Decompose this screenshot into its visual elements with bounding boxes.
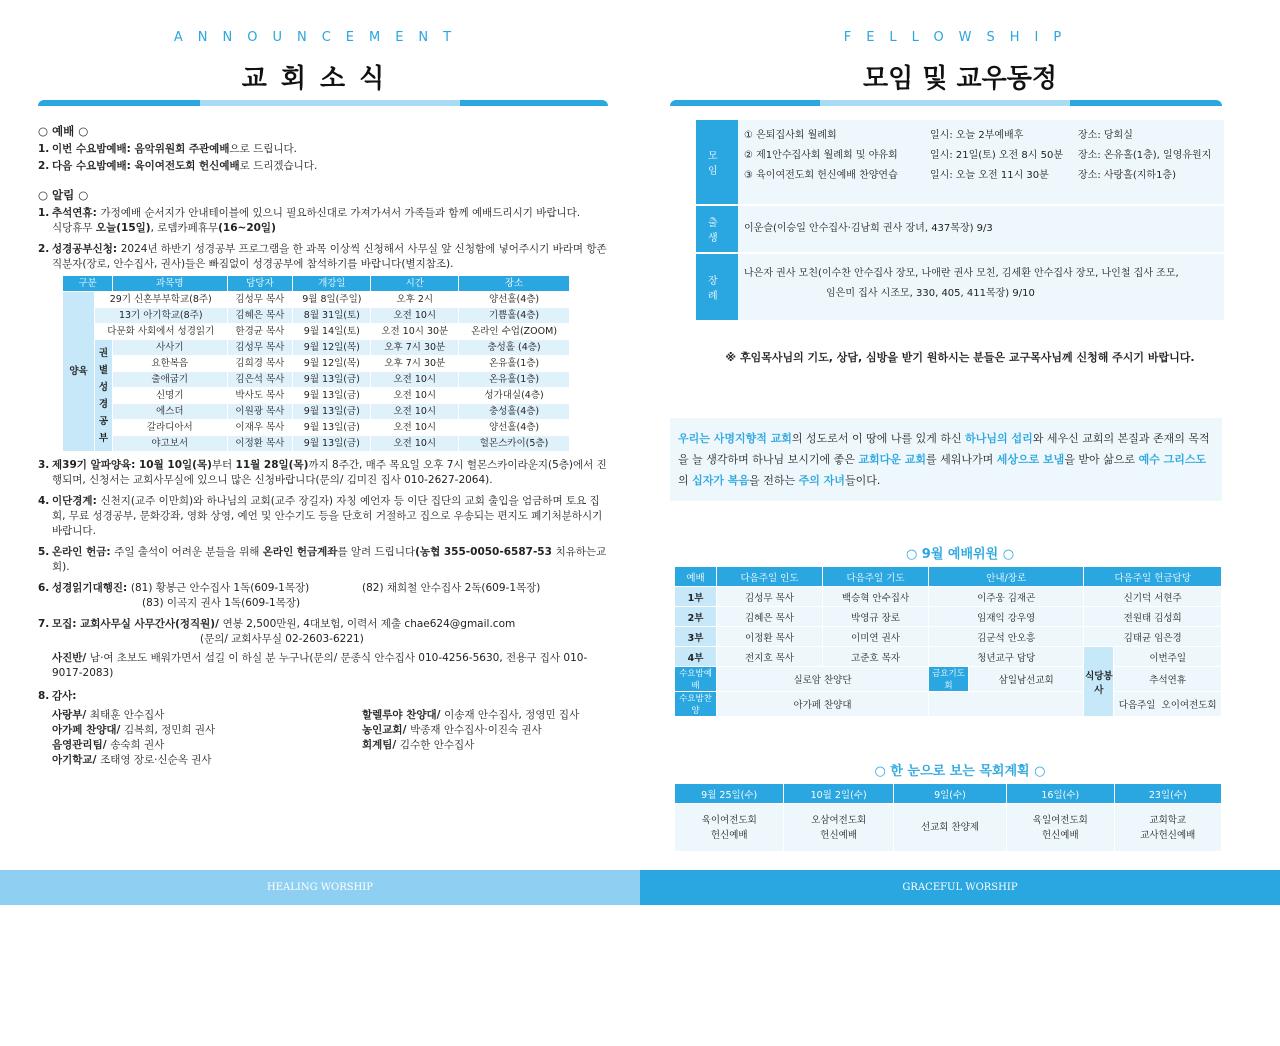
list-item: 1. 추석연휴: 가정예배 순서지가 안내테이블에 있으니 필요하신대로 가져가셔서 가족들과 함께 예배드리시기 바랍니다. 식당휴무 오늘(15일), 로뎀카페휴무(16~20일): [38, 207, 581, 234]
list-item: 2. 다음 수요밤예배: 육이여전도회 헌신예배로 드리겠습니다.: [38, 160, 318, 172]
table-row: 4부 전지호 목사 고준호 목자 청년교구 담당 식당봉사 이번주일: [675, 647, 1222, 667]
page-title: 교회소식: [241, 64, 399, 94]
table-row: 육이여전도회 헌신예배 오삼여전도회 헌신예배 선교회 찬양제 육일여전도회 헌신예배 교회학교 교사헌신예배: [675, 804, 1222, 852]
table-row: 야고보서 이정환 목사 9월 13일(금) 오전 10시 헐몬스카이(5층): [63, 436, 570, 452]
footer-left: HEALING WORSHIP 우리교회 예배는 치유 가 있습니다: [0, 870, 640, 905]
table-row: 수요밤찬양 아가페 찬양대 다음주일 오이여전도회: [675, 692, 1222, 717]
meeting-row: 모임 ① 은퇴집사회 월례회 일시: 오늘 2부예배후 장소: 당회실 ② 제1안수집사회 월례회 및 야유회 일시: 21일(토) 오전 8시 50분 장소: 온유홀(1층), 일영유원지 ③ 육이여전도회 헌신예배 찬양연습 일시: 오늘 오전 11시 30분 장소: 사랑홀(지하1층): [696, 120, 1224, 204]
table-row: 2부 김혜은 목사 박영규 장로 임재익 강우영 전원태 김성희: [675, 607, 1222, 627]
list-item: 2. 성경공부신청: 2024년 하반기 성경공부 프로그램을 한 과목 이상씩 신청해서 사무실 앞 신청함에 넣어주시기 바라며 항존직분자(장로, 안수집사, 권사)들은 빠짐없이 성경공부에 참석하기를 바랍니다(별지참조).: [38, 243, 607, 270]
title-rule-accent: [200, 100, 460, 106]
table-row: 13기 아기학교(8주) 김혜은 목사 8월 31일(토) 오전 10시 기쁨홀(4층): [63, 308, 570, 324]
footer-right: GRACEFUL WORSHIP 우리교회 예배는 은혜 가 있습니다: [640, 870, 1280, 905]
list-item: 6. 성경읽기대행진: (81) 황봉근 안수집사 1독(609-1목장) (82) 채희철 안수집사 2독(609-1목장) (83) 이곡지 권사 1독(609-1목장): [38, 582, 541, 609]
table-row: 요한복음 김희경 목사 9월 12일(목) 오후 7시 30분 온유홀(1층): [63, 356, 570, 372]
announcement-body: [38, 118, 608, 770]
worship-committee-title: ○ 9월 예배위원 ○: [905, 547, 1015, 562]
table-row: 수요밤예배 실로암 찬양단 금요기도회 삼일남선교회 추석연휴: [675, 667, 1222, 692]
table-row: 에스더 이원광 목사 9월 13일(금) 오전 10시 충성홀(4층): [63, 404, 570, 420]
announcement-page: [0, 0, 640, 905]
list-item: 8. 감사: 사랑부/ 최태훈 안수집사 할렐루야 찬양대/ 이송재 안수집사, 정영민 집사 아가페 찬양대/ 김복희, 정민희 권사 농인교회/ 박종재 안수집사·이진숙 권사 음영관리팀/ 송숙희 권사 회계팀/ 김수한 안수집사 아기학교/ 조태영 장로·신순옥 권사: [38, 690, 580, 766]
eyebrow: FELLOWSHIP: [843, 30, 1077, 45]
table-row: 양육 29기 신혼부부학교(8주) 김성무 목사 9월 8일(주일) 오후 2시 양선홀(4층): [63, 292, 570, 308]
title-rule-accent: [820, 100, 1070, 106]
worship-committee-table: 예배 다음주일 인도 다음주일 기도 안내/장로 다음주일 헌금담당 1부 김성무 목사 백승혁 안수집사 이주웅 김재곤 신기덕 서현주 2부 김혜은 목사 박영규 장로 임재익 강우영 전원태 김성희 3부 이정환 목사 이미연 권사 김군석 안오흥 김태균 임은경 4부 전지호 목사 고준호 목자 청년교구 담당 식당봉사 이번주일 수요밤예배 실로암 찬양단 금요기도회 삼일남선교회 추석연휴 수요밤찬양 아가페 찬양대 다음주일 오이여전도회: [674, 566, 1222, 717]
table-row: 출애굽기 김은석 목사 9월 13일(금) 오전 10시 온유홀(1층): [63, 372, 570, 388]
bible-study-table: 구분 과목명 담당자 개강일 시간 장소 양육 29기 신혼부부학교(8주) 김성무 목사 9월 8일(주일) 오후 2시 양선홀(4층) 13기 아기학교(8주) 김혜은 목사 8월 31일(토) 오전 10시 기쁨홀(4층) 다문화 사회에서 성경읽기 한경균 목사 9월 14일(토) 오전 10시 30분 온라인 수업(ZOOM) 권별성경공부 사사기 김성무 목사 9월 12일(목) 오후 7시 30분 충성홀 (4층) 요한복음 김희경 목사 9월 12일(목) 오후 7시 30분 온유홀(1층) 출애굽기 김은석 목사 9월 13일(금) 오전 10시 온유홀(1층) 신명기 박사도 목사 9월 13일(금) 오전 10시 성가대실(4층) 에스더 이원광 목사 9월 13일(금) 오전 10시 충성홀(4층) 갈라디아서 이재우 목사 9월 13일(금) 오전 10시 양선홀(4층) 야고보서 이정환 목사 9월 13일(금) 오전 10시 헐몬스카이(5층): [62, 275, 570, 452]
list-item: 5. 온라인 헌금: 주일 출석이 어려운 분들을 위해 온라인 헌금계좌를 알려 드립니다(농협 355-0050-6587-53 치유하는교회).: [38, 546, 607, 573]
fellowship-page: [640, 0, 1280, 905]
ministry-plan-title: ○ 한 눈으로 보는 목회계획 ○: [874, 764, 1046, 779]
table-row: 3부 이정환 목사 이미연 권사 김군석 안오흥 김태균 임은경: [675, 627, 1222, 647]
fellowship-box: [696, 120, 1224, 322]
table-row: 1부 김성무 목사 백승혁 안수집사 이주웅 김재곤 신기덕 서현주: [675, 587, 1222, 607]
list-item: 1. 이번 수요밤예배: 음악위원회 주관예배으로 드립니다.: [38, 143, 298, 155]
eyebrow: ANNOUNCEMENT: [173, 30, 467, 45]
section-worship: ○ 예배 ○: [38, 124, 89, 138]
section-notice: ○ 알림 ○: [38, 188, 89, 202]
category-label: 양육: [63, 292, 95, 452]
list-item: 7. 모집: 교회사무실 사무간사(정직원)/ 연봉 2,500만원, 4대보험, 이력서 제출 chae624@gmail.com (문의/ 교회사무실 02-2603-6221) 사진반/ 남·여 초보도 배워가면서 섬길 이 하실 분 누구나(문의/ 문종식 안수집사 010-4256-5630, 전용구 집사 010-9017-2083): [38, 618, 588, 679]
mission-statement: 우리는 사명지향적 교회의 성도로서 이 땅에 나를 있게 하신 하나님의 섭리와 세우신 교회의 본질과 존재의 목적을 늘 생각하며 하나님 보시기에 좋은 교회다운 교회를 세워나가며 세상으로 보냄을 받아 삶으로 예수 그리스도의 십자가 복음을 전하는 주의 자녀들이다.: [670, 418, 1222, 501]
table-row: 다문화 사회에서 성경읽기 한경균 목사 9월 14일(토) 오전 10시 30분 온라인 수업(ZOOM): [63, 324, 570, 340]
birth-row: 출생 이운슬(이승일 안수집사·김남희 권사 장녀, 437목장) 9/3: [696, 206, 1224, 252]
table-row: 신명기 박사도 목사 9월 13일(금) 오전 10시 성가대실(4층): [63, 388, 570, 404]
subcategory-label: 권별성경공부: [95, 340, 113, 452]
ministry-plan-table: 9월 25일(수) 10월 2일(수) 9일(수) 16일(수) 23일(수) 육이여전도회 헌신예배 오삼여전도회 헌신예배 선교회 찬양제 육일여전도회 헌신예배 교회학교 교사헌신예배: [674, 783, 1222, 852]
table-row: 갈라디아서 이재우 목사 9월 13일(금) 오전 10시 양선홀(4층): [63, 420, 570, 436]
table-row: 권별성경공부 사사기 김성무 목사 9월 12일(목) 오후 7시 30분 충성홀 (4층): [63, 340, 570, 356]
page-title: 모임 및 교우동정: [863, 64, 1057, 94]
funeral-row: 장례 나은자 권사 모친(이수찬 안수집사 장모, 나애란 권사 모친, 김세환 안수집사 장모, 나인철 집사 조모, 임은미 집사 시조모, 330, 405, 411목장) 9/10: [696, 254, 1224, 320]
pastor-notice: ※ 후임목사님의 기도, 상담, 심방을 받기 원하시는 분들은 교구목사님께 신청해 주시기 바랍니다.: [725, 351, 1195, 364]
list-item: 4. 이단경계: 신천지(교주 이만희)와 하나님의 교회(교주 장길자) 자칭 예언자 등 이단 집단의 교회 출입을 엄금하며 토요 집회, 무료 성경공부, 문화강좌, 영화 상영, 예언 및 안수기도 등을 단호히 거절하고 집으로 우송되는 편지도 폐기처분하시기 바랍니다.: [38, 495, 603, 537]
list-item: 3. 제39기 알파양육: 10월 10일(목)부터 11월 28일(목)까지 8주간, 매주 목요일 오후 7시 헐몬스카이라운지(5층)에서 진행되며, 신청서는 교회사무실에 있으니 많은 신청바랍니다(문의/ 김미진 집사 010-2627-2064).: [38, 459, 607, 486]
